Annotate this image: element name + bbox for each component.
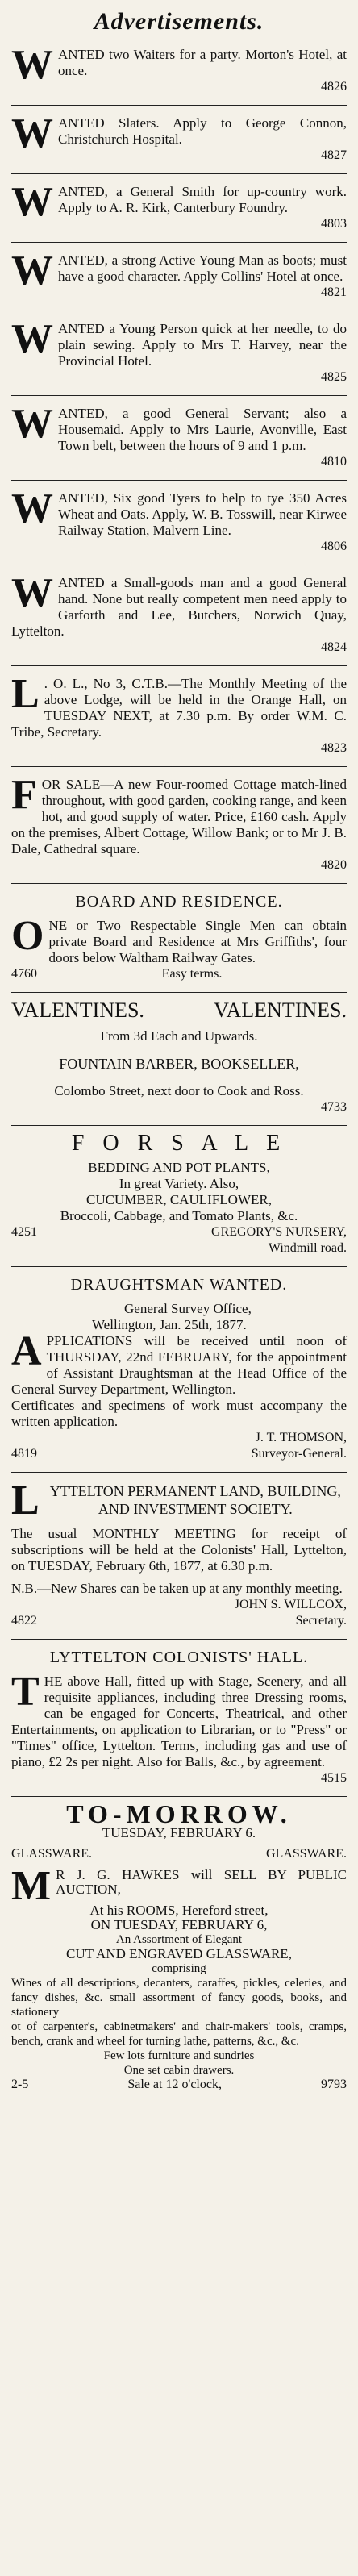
- ad-dropcap: W: [11, 401, 53, 447]
- colonists-hall-heading: LYTTELTON COLONISTS' HALL.: [49, 1649, 309, 1666]
- masthead: Advertisements.: [94, 8, 264, 35]
- auction-date: TUESDAY, FEBRUARY 6.: [102, 1825, 256, 1840]
- lyttelton-land-heading: YTTELTON PERMANENT LAND, BUILDING, AND INVESTMENT SOCIETY.: [49, 1483, 341, 1517]
- auction-ref-left: 2-5: [11, 2078, 29, 2091]
- lyttelton-land-signatory: JOHN S. WILLCOX,: [234, 1598, 347, 1611]
- valentines-ad: [11, 998, 347, 1115]
- lyttelton-land-ref: 4822: [11, 1614, 37, 1628]
- classified-ad: [11, 179, 347, 232]
- ad-text: OR SALE—A new Four-roomed Cottage match-lined throughout, with good garden, cooking range, and keen hot, and good supply of water. Price, £160 cash. Apply on the premises, Albert Cottage, Willow Bank; or to Mr J. B. Dale, Cathedral square.: [11, 777, 347, 857]
- board-dropcap: O: [11, 913, 44, 959]
- forsale-nursery: GREGORY'S NURSERY,: [211, 1225, 347, 1239]
- ad-ref: 4826: [321, 80, 347, 94]
- forsale-items2: Broccoli, Cabbage, and Tomato Plants, &c.: [60, 1208, 298, 1223]
- divider: [11, 766, 347, 767]
- auction-goods-right: GLASSWARE.: [265, 1847, 347, 1861]
- classified-ad: [11, 570, 347, 656]
- ad-text: . O. L., No 3, C.T.B.—The Monthly Meeting of the above Lodge, will be held in the Orange Hall, on TUESDAY NEXT, at 7.30 p.m. By order W.M. C. Tribe, Secretary.: [11, 676, 347, 740]
- ad-dropcap: W: [11, 248, 53, 294]
- draughtsman-date: Wellington, Jan. 25th, 1877.: [92, 1317, 247, 1332]
- valentines-shop: FOUNTAIN BARBER, BOOKSELLER,: [59, 1056, 299, 1072]
- auction-assortment: An Assortment of Elegant: [115, 1933, 243, 1946]
- draughtsman-text2: Certificates and specimens of work must accompany the written application.: [11, 1398, 347, 1429]
- classified-ad: [11, 42, 347, 95]
- ad-ref: 4821: [321, 286, 347, 299]
- auction-heading: TO-MORROW.: [66, 1799, 292, 1828]
- auction-cut: CUT AND ENGRAVED GLASSWARE,: [66, 1946, 292, 1961]
- valentines-address: Colombo Street, next door to Cook and Ross.: [54, 1083, 304, 1098]
- ad-dropcap: W: [11, 570, 53, 616]
- divider: [11, 105, 347, 106]
- ad-text: ANTED a Young Person quick at her needle, to do plain sewing. Apply to Mrs T. Harvey, near the Provincial Hotel.: [58, 321, 347, 369]
- divider: [11, 1796, 347, 1797]
- lyttelton-land-title: Secretary.: [295, 1614, 347, 1628]
- valentines-heading-left: VALENTINES.: [11, 998, 144, 1022]
- ad-dropcap: L: [11, 671, 40, 717]
- ad-text: ANTED Slaters. Apply to George Connon, Christchurch Hospital.: [58, 115, 347, 147]
- auction-ad: [11, 1799, 347, 2092]
- lyttelton-land-note: N.B.—New Shares can be taken up at any monthly meeting.: [11, 1581, 343, 1596]
- ad-text: ANTED a Small-goods man and a good General hand. None but really competent men need apply to Garforth and Lee, Butchers, Norwich Quay, Lyttelton.: [11, 575, 347, 639]
- auction-sale-time: Sale at 12 o'clock,: [127, 2078, 222, 2091]
- lyttelton-land-dropcap: L: [11, 1478, 40, 1524]
- forsale-heading: F O R S A L E: [71, 1131, 287, 1156]
- draughtsman-text: PPLICATIONS will be received until noon of THURSDAY, 22nd FEBRUARY, for the appointment of Assistant Draughtsman at the Head Office of the General Survey Department, Wellington.: [11, 1333, 347, 1397]
- ad-dropcap: W: [11, 486, 53, 531]
- auction-rooms: At his ROOMS, Hereford street,: [90, 1903, 268, 1918]
- divider: [11, 665, 347, 666]
- classified-ads: [11, 42, 347, 873]
- valentines-subheading: From 3d Each and Upwards.: [100, 1028, 258, 1044]
- ad-ref: 4827: [321, 148, 347, 162]
- colonists-hall-text: HE above Hall, fitted up with Stage, Scenery, and all requisite appliances, including three Dressing rooms, can be engaged for Concerts, Theatrical, and other Entertainments, on application to Librarian, or to "Press" or "Times" office, Lyttelton. Terms, including gas and use of piano, £2 2s per night. Also for Balls, &c., by agreement.: [11, 1674, 347, 1769]
- lyttelton-land-text: The usual MONTHLY MEETING for receipt of subscriptions will be held at the Colonists' Hall, Lyttelton, on TUESDAY, February 6th, 1877, at 6.30 p.m.: [11, 1526, 347, 1574]
- ad-ref: 4806: [321, 540, 347, 553]
- ad-ref: 4825: [321, 370, 347, 384]
- ad-dropcap: W: [11, 316, 53, 362]
- auction-when: ON TUESDAY, FEBRUARY 6,: [90, 1917, 268, 1932]
- forsale-location: Windmill road.: [268, 1241, 347, 1255]
- ad-text: ANTED, a General Smith for up-country work. Apply to A. R. Kirk, Canterbury Foundry.: [58, 184, 347, 215]
- auction-goods-left: GLASSWARE.: [11, 1847, 93, 1861]
- valentines-heading-right: VALENTINES.: [214, 998, 347, 1022]
- board-heading: BOARD AND RESIDENCE.: [75, 893, 283, 911]
- ad-dropcap: W: [11, 42, 53, 88]
- divider: [11, 395, 347, 396]
- auction-cabin: One set cabin drawers.: [123, 2064, 235, 2077]
- ad-ref: 4810: [321, 455, 347, 469]
- forsale-ad: [11, 1131, 347, 1257]
- ad-ref: 4824: [321, 640, 347, 654]
- draughtsman-dropcap: A: [11, 1328, 42, 1374]
- draughtsman-ref: 4819: [11, 1447, 37, 1461]
- auction-list: Wines of all descriptions, decanters, caraffes, pickles, celeries, and fancy dishes, &c. small assortment of fancy goods, books, and stationery: [11, 1977, 347, 2019]
- divider: [11, 1639, 347, 1640]
- divider: [11, 480, 347, 481]
- divider: [11, 1472, 347, 1473]
- colonists-hall-ad: [11, 1649, 347, 1786]
- ad-ref: 4823: [321, 741, 347, 755]
- ad-ref: 4803: [321, 217, 347, 231]
- board-ref: 4760: [11, 967, 37, 981]
- auction-furniture: Few lots furniture and sundries: [103, 2049, 255, 2062]
- draughtsman-title: Surveyor-General.: [251, 1447, 347, 1461]
- colonists-hall-ref: 4515: [321, 1771, 347, 1785]
- ad-dropcap: F: [11, 772, 37, 818]
- draughtsman-signatory: J. T. THOMSON,: [255, 1431, 347, 1444]
- forsale-ref: 4251: [11, 1225, 37, 1239]
- classified-ad: [11, 401, 347, 470]
- forsale-variety: In great Variety. Also,: [119, 1176, 239, 1191]
- divider: [11, 992, 347, 993]
- forsale-items1: CUCUMBER, CAULIFLOWER,: [86, 1192, 272, 1207]
- divider: [11, 173, 347, 174]
- divider: [11, 1266, 347, 1267]
- divider: [11, 883, 347, 884]
- classified-ad: [11, 486, 347, 555]
- auction-comprising: comprising: [152, 1962, 206, 1975]
- classified-ad: [11, 671, 347, 757]
- ad-dropcap: W: [11, 179, 53, 225]
- lyttelton-land-ad: [11, 1478, 347, 1629]
- ad-ref: 4820: [321, 858, 347, 872]
- auction-tools: ot of carpenter's, cabinetmakers' and chair-makers' tools, cramps, bench, crank and wheel for turning lathe, patterns, &c., &c.: [11, 2020, 347, 2048]
- board-ad: [11, 894, 347, 982]
- ad-text: ANTED, Six good Tyers to help to tye 350 Acres Wheat and Oats. Apply, W. B. Tosswill, near Kirwee Railway Station, Malvern Line.: [58, 490, 347, 538]
- classified-ad: [11, 772, 347, 873]
- classified-ad: [11, 110, 347, 164]
- valentines-ref: 4733: [321, 1100, 347, 1114]
- board-text: NE or Two Respectable Single Men can obtain private Board and Residence at Mrs Griffiths', four doors below Waltham Railway Gates.: [48, 918, 347, 965]
- classified-ad: [11, 248, 347, 301]
- draughtsman-ad: [11, 1277, 347, 1462]
- draughtsman-office: General Survey Office,: [124, 1301, 252, 1316]
- classified-ad: [11, 316, 347, 386]
- auction-text: R J. G. HAWKES will SELL BY PUBLIC AUCTION,: [56, 1867, 347, 1897]
- ad-text: ANTED, a strong Active Young Man as boots; must have a good character. Apply Collins' Hotel at once.: [58, 252, 347, 284]
- ad-text: ANTED two Waiters for a party. Morton's Hotel, at once.: [58, 47, 347, 78]
- auction-dropcap: M: [11, 1863, 52, 1909]
- forsale-subheading: BEDDING AND POT PLANTS,: [88, 1160, 270, 1175]
- colonists-hall-dropcap: T: [11, 1669, 40, 1715]
- divider: [11, 242, 347, 243]
- draughtsman-heading: DRAUGHTSMAN WANTED.: [70, 1276, 288, 1294]
- auction-ref: 9793: [320, 2078, 347, 2091]
- ad-dropcap: W: [11, 110, 53, 156]
- ad-text: ANTED, a good General Servant; also a Housemaid. Apply to Mrs Laurie, Avonville, East Town belt, between the hours of 9 and 1 p.m.: [58, 406, 347, 453]
- board-terms: Easy terms.: [161, 967, 223, 981]
- divider: [11, 1125, 347, 1126]
